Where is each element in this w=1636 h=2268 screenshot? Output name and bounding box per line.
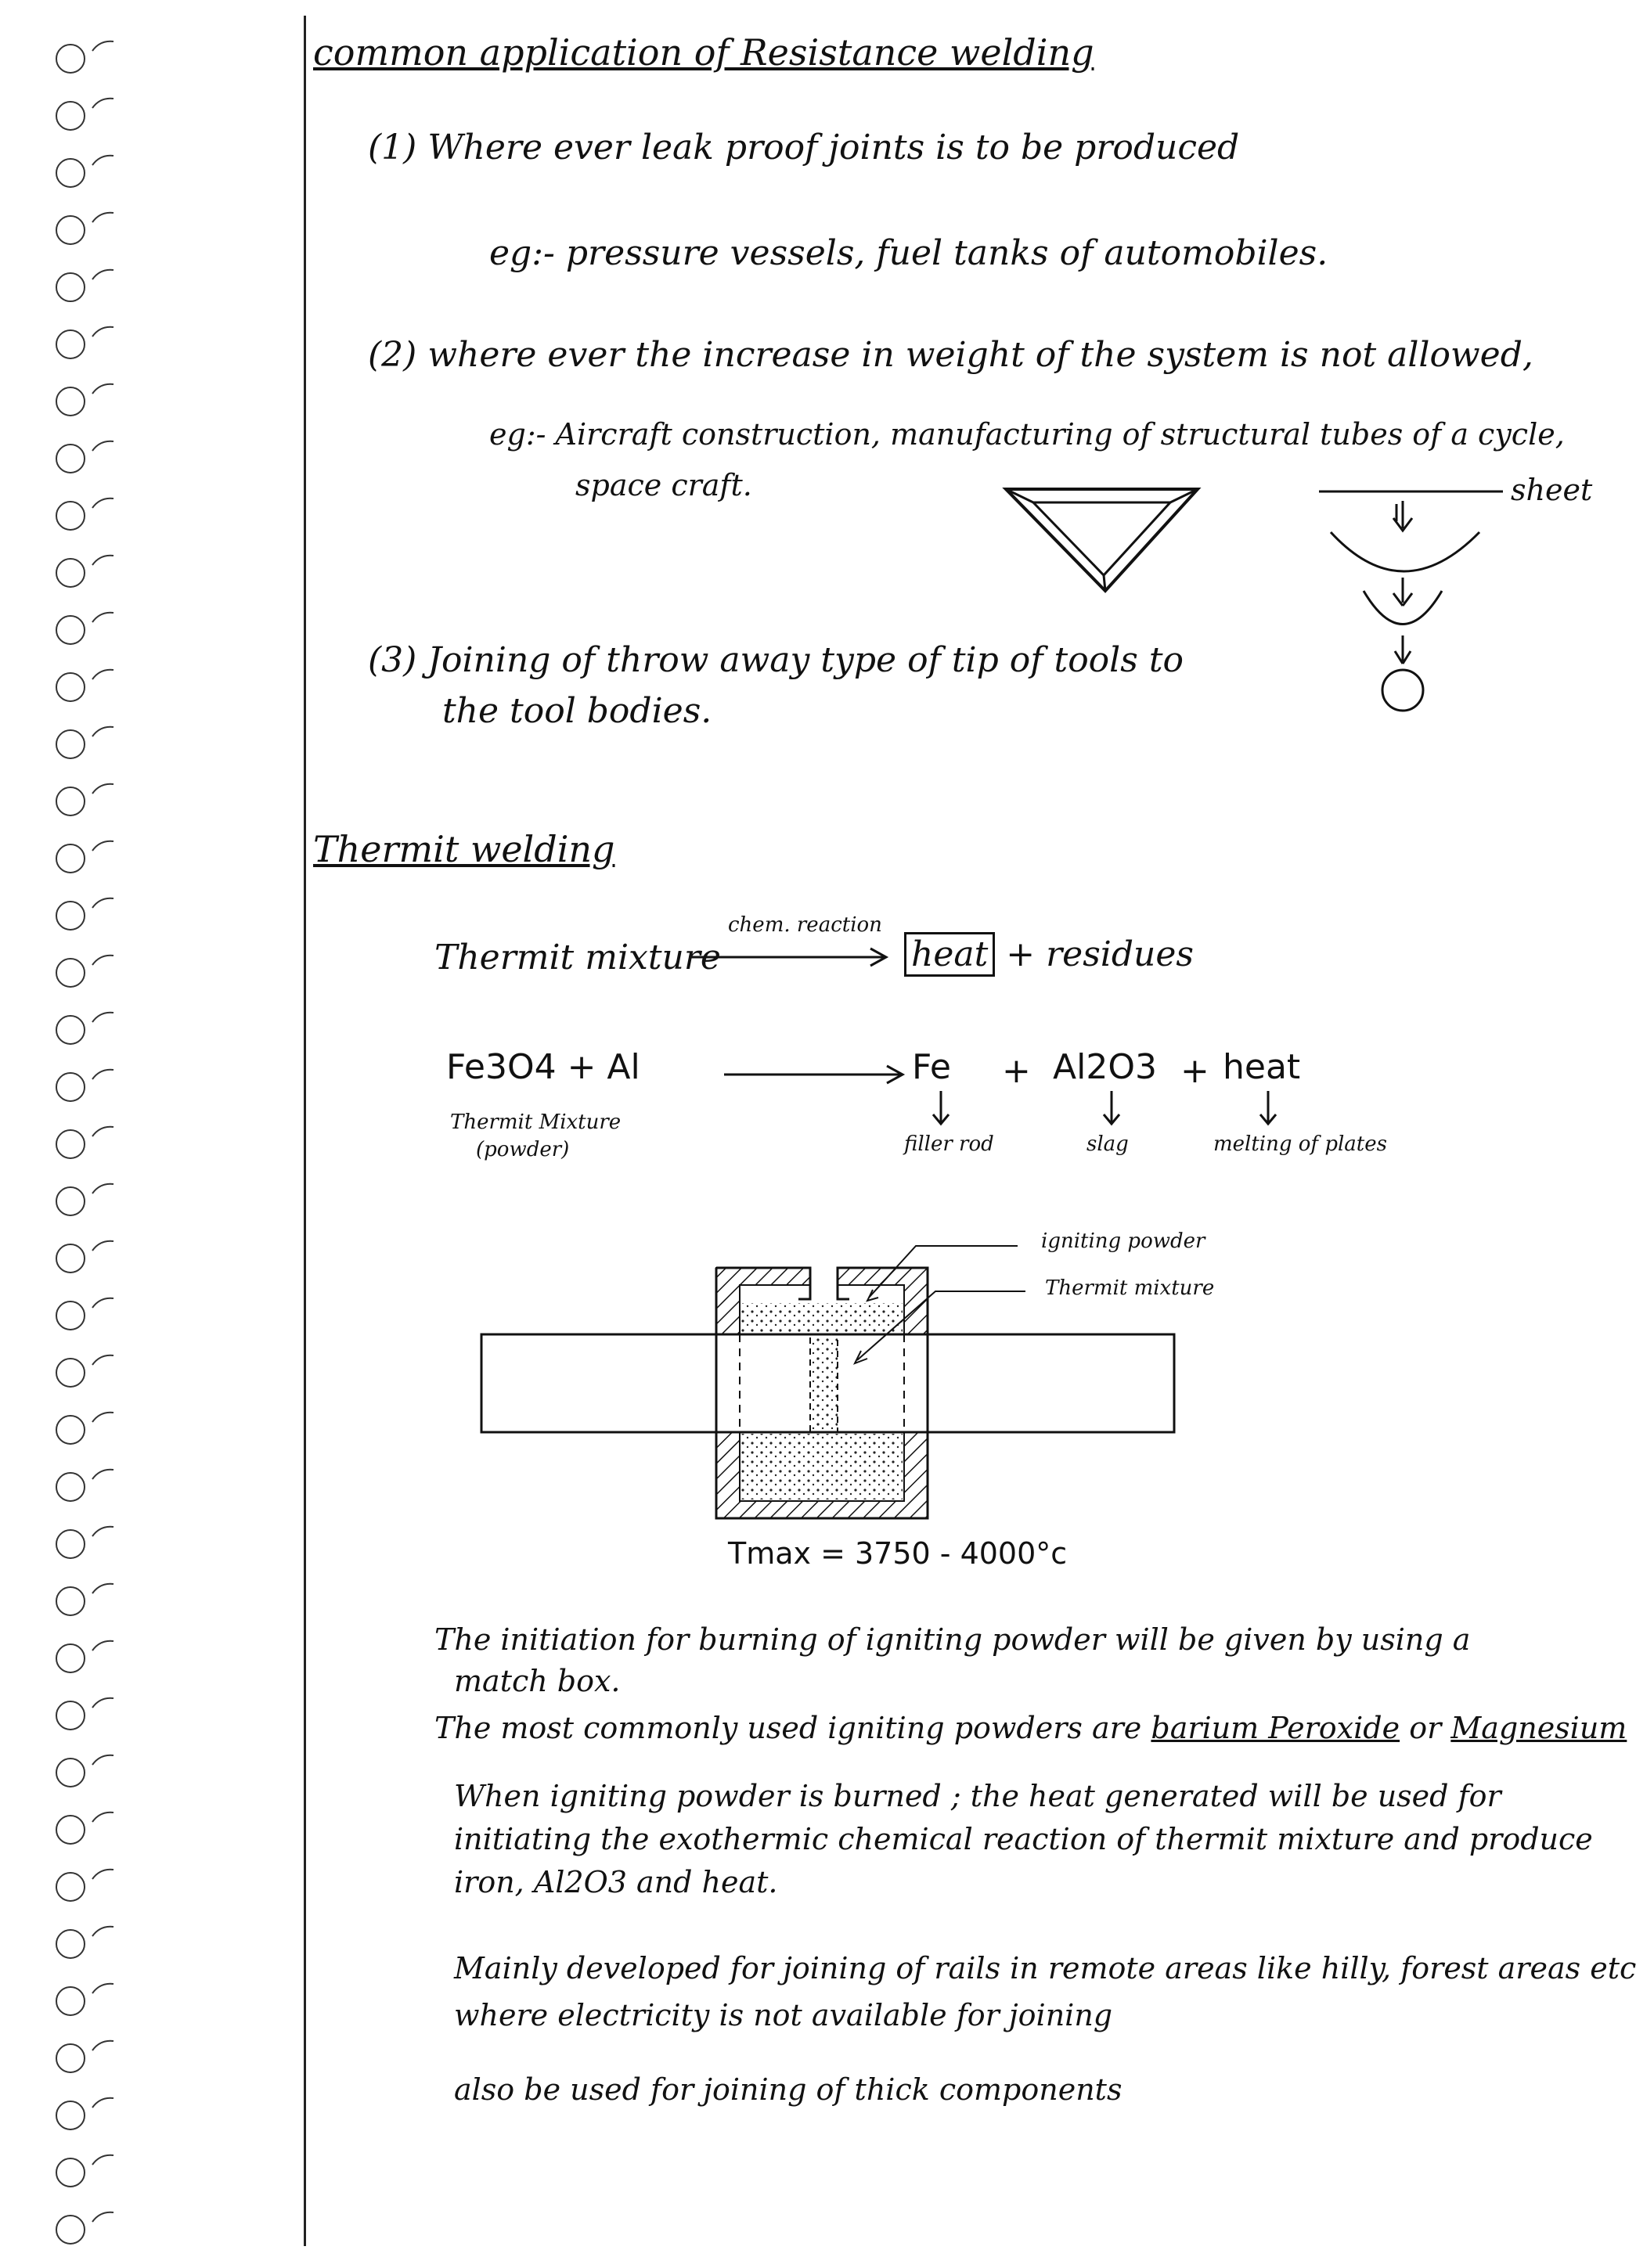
item-2-num: 2 [381, 335, 404, 375]
binding-hole [56, 1587, 85, 1615]
binding-ring [92, 1355, 114, 1365]
binding-ring [92, 1527, 114, 1536]
binding-hole [56, 959, 85, 987]
item-2: (2) where ever the increase in weight of the system is not allowed, [368, 335, 1533, 375]
binding-ring [92, 1641, 114, 1651]
binding-hole [56, 1473, 85, 1501]
binding-ring [92, 1413, 114, 1422]
binding-hole [56, 445, 85, 473]
reaction1-arrow [689, 945, 892, 969]
section-heading-thermit: Thermit welding [313, 828, 615, 870]
binding-ring [92, 898, 114, 908]
reaction2-reactants: Fe3O4 + Al [446, 1047, 640, 1087]
binding-hole [56, 1187, 85, 1215]
binding-ring [92, 384, 114, 394]
note-melting: melting of plates [1213, 1132, 1387, 1156]
binding-ring [92, 1184, 114, 1193]
binding-hole [56, 1301, 85, 1330]
note-2-magnesium: Magnesium [1450, 1711, 1627, 1745]
binding-hole [56, 2101, 85, 2129]
binding-ring [92, 1698, 114, 1708]
binding-ring [92, 1241, 114, 1251]
binding-ring [92, 784, 114, 794]
sheet-bending-sketch [1315, 485, 1511, 720]
product-arrows [900, 1089, 1339, 1129]
binding-hole [56, 1816, 85, 1844]
margin-line [304, 16, 306, 2246]
binding-ring [92, 670, 114, 679]
binding-ring [92, 2212, 114, 2222]
binding-hole [56, 1359, 85, 1387]
binding-ring [92, 556, 114, 565]
product-al2o3: Al2O3 [1053, 1047, 1157, 1087]
binding-ring [92, 41, 114, 51]
binding-hole [56, 1930, 85, 1958]
binding-ring [92, 727, 114, 736]
binding-ring [92, 2098, 114, 2108]
binding-hole [56, 730, 85, 758]
item-1: (1) Where ever leak proof joints is to be produced [368, 128, 1240, 167]
note-1-line-2: match box. [454, 1664, 621, 1698]
note-2-prefix: The most commonly used igniting powders are [434, 1711, 1142, 1745]
item-3: (3) Joining of throw away type of tip of tools to [368, 640, 1184, 680]
binding-hole [56, 1644, 85, 1672]
binding-hole [56, 45, 85, 73]
plus-1: + [1002, 1051, 1031, 1091]
product-heat: heat [1223, 1047, 1301, 1087]
item-1-num: 1 [381, 128, 404, 167]
item-3-num: 3 [381, 640, 404, 680]
binding-ring [92, 2155, 114, 2165]
note-3-line-1: When igniting powder is burned ; the heat generated will be used for [454, 1779, 1501, 1813]
binding-hole [56, 559, 85, 587]
binding-hole [56, 673, 85, 701]
binding-ring [92, 1298, 114, 1308]
binding-ring [92, 156, 114, 165]
binding-hole [56, 1244, 85, 1273]
reaction1-heat-boxed: heat [904, 932, 995, 977]
reaction2-note-2: (powder) [476, 1138, 570, 1161]
note-5: also be used for joining of thick components [454, 2072, 1122, 2107]
binding-ring [92, 1070, 114, 1079]
binding-hole [56, 844, 85, 873]
product-fe: Fe [912, 1047, 951, 1087]
binding-hole [56, 387, 85, 416]
note-4-line-1: Mainly developed for joining of rails in remote areas like hilly, forest areas etc [454, 1951, 1636, 1985]
note-2-or: or [1409, 1711, 1442, 1745]
reaction1-product [904, 936, 1194, 974]
binding-hole [56, 902, 85, 930]
binding-ring [92, 441, 114, 451]
triangular-tube-sketch [1002, 485, 1205, 595]
note-slag: slag [1086, 1132, 1129, 1156]
binding-ring [92, 841, 114, 851]
note-3-line-3: iron, Al2O3 and heat. [454, 1865, 778, 1899]
reaction1-rest: + residues [1006, 934, 1194, 974]
binding-hole [56, 273, 85, 301]
binding-ring [92, 499, 114, 508]
binding-hole [56, 1073, 85, 1101]
binding-ring [92, 1470, 114, 1479]
binding-ring [92, 99, 114, 108]
label-igniting-powder: igniting powder [1041, 1229, 1205, 1253]
reaction1-over-arrow: chem. reaction [728, 913, 882, 937]
note-1-line-1: The initiation for burning of igniting powder will be given by using a [434, 1622, 1471, 1657]
binding-hole [56, 2158, 85, 2187]
section-heading-resistance: common application of Resistance welding [313, 31, 1094, 74]
binding-ring [92, 956, 114, 965]
binding-ring [92, 1127, 114, 1136]
binding-ring [92, 1813, 114, 1822]
binding-hole [56, 502, 85, 530]
note-2 [434, 1712, 1627, 1745]
sketch-label-sheet: sheet [1511, 473, 1593, 507]
binding-hole [56, 216, 85, 244]
binding-ring [92, 213, 114, 222]
binding-hole [56, 1130, 85, 1158]
binding-ring [92, 613, 114, 622]
binding-ring [92, 1755, 114, 1765]
plus-2: + [1180, 1051, 1209, 1091]
binding-hole [56, 330, 85, 358]
binding-hole [56, 1416, 85, 1444]
item-2-text: where ever the increase in weight of the system is not allowed, [427, 335, 1533, 375]
note-2-barium: barium Peroxide [1151, 1711, 1400, 1745]
item-1-text: Where ever leak proof joints is to be produced [427, 128, 1240, 167]
binding-ring [92, 1927, 114, 1936]
binding-ring [92, 1870, 114, 1879]
binding-ring [92, 1984, 114, 1993]
binding-hole [56, 102, 85, 130]
item-2-example-1: eg:- Aircraft construction, manufacturing of structural tubes of a cycle, [489, 417, 1565, 452]
binding-hole [56, 159, 85, 187]
binding-ring [92, 2041, 114, 2050]
binding-hole [56, 1016, 85, 1044]
note-filler-rod: filler rod [904, 1132, 994, 1156]
item-2-example-2: space craft. [575, 468, 752, 502]
note-3-line-2: initiating the exothermic chemical reaction of thermit mixture and produce [454, 1822, 1593, 1856]
reaction1-left: Thermit mixture [434, 938, 721, 977]
binding-hole [56, 1530, 85, 1558]
binding-hole [56, 1701, 85, 1730]
binding-hole [56, 1873, 85, 1901]
binding-ring [92, 327, 114, 337]
binding-hole [56, 1987, 85, 2015]
binding-hole [56, 1759, 85, 1787]
note-4-line-2: where electricity is not available for joining [454, 1998, 1113, 2032]
binding-ring [92, 1013, 114, 1022]
reaction2-arrow [724, 1063, 912, 1086]
spiral-binding [0, 0, 141, 2268]
item-1-example: eg:- pressure vessels, fuel tanks of automobiles. [489, 233, 1328, 273]
binding-hole [56, 2044, 85, 2072]
item-3-text-2: the tool bodies. [442, 691, 712, 731]
tmax-text: Tmax = 3750 - 4000°c [728, 1536, 1068, 1571]
binding-hole [56, 787, 85, 815]
binding-ring [92, 1584, 114, 1593]
binding-ring [92, 270, 114, 279]
label-thermit-mixture: Thermit mixture [1045, 1276, 1215, 1300]
binding-hole [56, 616, 85, 644]
reaction2-note-1: Thermit Mixture [450, 1111, 622, 1134]
binding-hole [56, 2216, 85, 2244]
item-3-text-1: Joining of throw away type of tip of tools to [427, 640, 1184, 680]
